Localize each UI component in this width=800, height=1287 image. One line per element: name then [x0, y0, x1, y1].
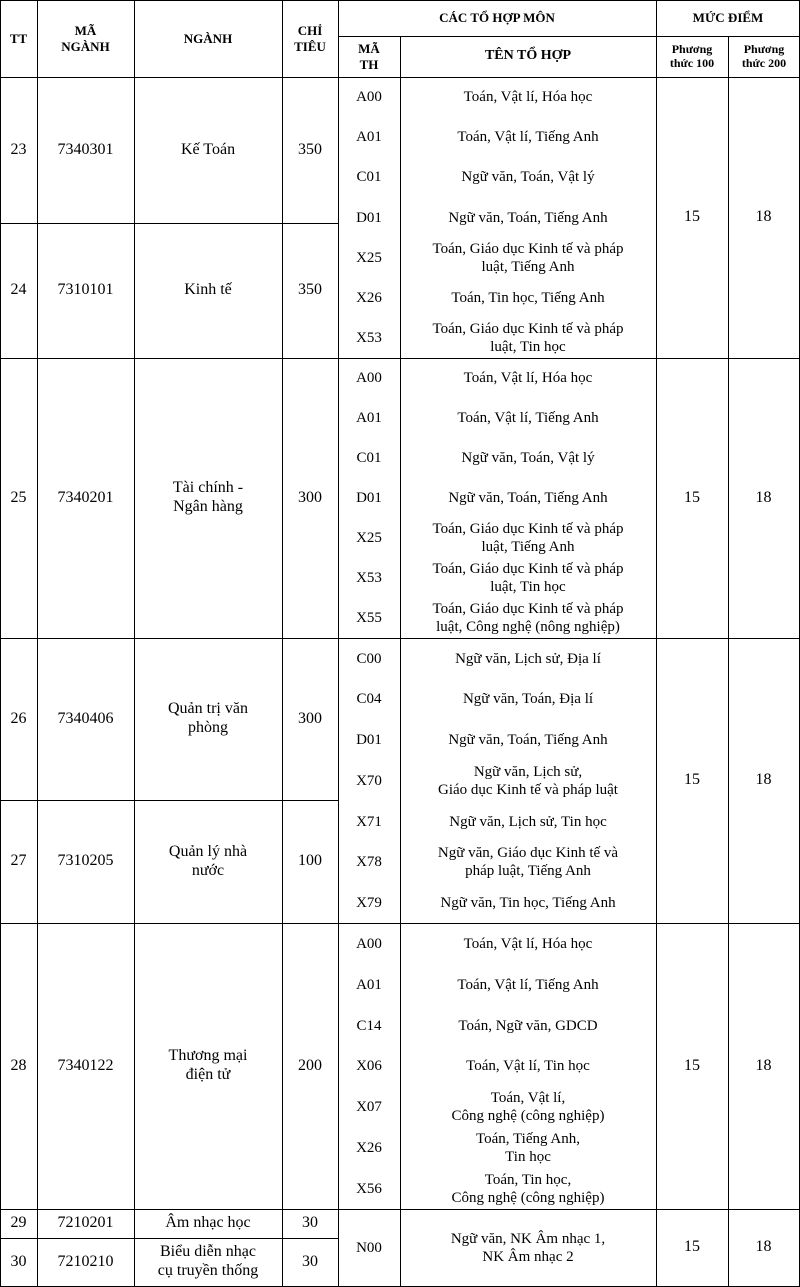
program-code: 7210210: [57, 1252, 114, 1270]
combo-code: X26: [356, 290, 382, 306]
program-code: 7310205: [57, 852, 114, 870]
header-nganh: NGÀNH: [183, 30, 233, 46]
combo-code: X53: [356, 330, 382, 346]
combo-name: Toán, Ngữ văn, GDCD: [458, 1017, 598, 1034]
score-pt200: 18: [755, 488, 772, 506]
combo-code: A01: [356, 976, 382, 993]
score-pt200: 18: [755, 208, 772, 226]
combo-name: Toán, Vật lí, Tin học: [466, 1058, 590, 1074]
combo-name: Ngữ văn, Tin học, Tiếng Anh: [440, 894, 616, 911]
combo-code: X56: [356, 1180, 382, 1197]
score-pt100: 15: [684, 1238, 700, 1256]
score-pt200: 18: [755, 1238, 772, 1256]
combo-name: Toán, Giáo dục Kinh tế và pháp luật, Tin học: [432, 561, 624, 595]
combo-code: C01: [356, 450, 382, 466]
combo-name: Ngữ văn, Toán, Vật lý: [461, 169, 595, 185]
program-tt: 26: [10, 709, 27, 727]
score-pt100: 15: [684, 1056, 700, 1074]
score-pt100: 15: [684, 208, 700, 226]
program-quota: 350: [298, 140, 322, 158]
header-pt200: Phương thức 200: [741, 42, 787, 70]
combo-name: Ngữ văn, Lịch sử, Tin học: [449, 813, 607, 830]
program-tt: 29: [10, 1214, 27, 1232]
combo-code: A01: [356, 410, 382, 426]
header-chi-tieu: CHỈ TIÊU: [294, 23, 326, 54]
combo-code: X06: [356, 1058, 382, 1074]
combo-code: D01: [356, 731, 382, 748]
program-code: 7340406: [57, 709, 114, 727]
combo-code: X25: [356, 530, 382, 546]
program-code: 7340122: [57, 1056, 114, 1074]
combo-name: Ngữ văn, Toán, Tiếng Anh: [448, 731, 608, 748]
combo-name: Toán, Vật lí, Hóa học: [463, 370, 593, 386]
combo-code: D01: [356, 209, 382, 226]
combo-name: Ngữ văn, Giáo dục Kinh tế và pháp luật, Tiếng Anh: [437, 845, 619, 879]
combo-name: Ngữ văn, Lịch sử, Giáo dục Kinh tế và pháp luật: [438, 763, 618, 798]
program-code: 7210201: [57, 1214, 114, 1232]
score-pt100: 15: [684, 488, 700, 506]
program-name: Kinh tế: [184, 281, 232, 299]
combo-name: Toán, Tiếng Anh, Tin học: [476, 1130, 580, 1165]
program-quota: 100: [298, 852, 322, 870]
header-cac-to-hop: CÁC TỔ HỢP MÔN: [439, 10, 555, 26]
combo-code: A00: [356, 89, 382, 105]
program-code: 7310101: [57, 281, 114, 299]
header-ma-nganh: MÃ NGÀNH: [61, 23, 110, 54]
program-name: Âm nhạc học: [165, 1214, 251, 1232]
program-name: Tài chính - Ngân hàng: [172, 479, 244, 515]
program-quota: 300: [298, 709, 322, 727]
header-ten-to-hop: TÊN TỔ HỢP: [484, 48, 572, 64]
program-tt: 27: [10, 852, 27, 870]
program-name: Kế Toán: [180, 140, 236, 158]
combo-name: Ngữ văn, Lịch sử, Địa lí: [455, 650, 601, 667]
header-pt100: Phương thức 100: [669, 42, 715, 70]
combo-code: C01: [356, 169, 382, 185]
combo-name: Toán, Vật lí, Tiếng Anh: [457, 976, 599, 993]
combo-name: Ngữ văn, Toán, Địa lí: [462, 691, 594, 707]
combo-code: D01: [356, 490, 382, 506]
combo-name: Toán, Vật lí, Công nghệ (công nghiệp): [451, 1089, 605, 1124]
program-quota: 200: [298, 1056, 322, 1074]
score-pt100: 15: [684, 771, 700, 789]
combo-code: A00: [356, 935, 382, 952]
program-quota: 300: [298, 488, 322, 506]
combo-name: Toán, Giáo dục Kinh tế và pháp luật, Tiếng Anh: [432, 241, 624, 275]
combo-name: Ngữ văn, Toán, Tiếng Anh: [448, 209, 608, 226]
header-tt: TT: [9, 30, 28, 46]
combo-name: Toán, Giáo dục Kinh tế và pháp luật, Công nghệ (nông nghiệp): [432, 601, 624, 635]
score-pt200: 18: [755, 771, 772, 789]
program-name: Biểu diễn nhạc cụ truyền thống: [157, 1243, 259, 1279]
program-tt: 30: [10, 1252, 27, 1270]
combo-name: Toán, Tin học, Tiếng Anh: [451, 290, 605, 306]
header-muc-diem: MỨC ĐIỂM: [692, 10, 764, 26]
combo-code: X25: [356, 250, 382, 266]
program-code: 7340201: [57, 488, 114, 506]
combo-code: X71: [356, 813, 382, 830]
combo-name: Toán, Vật lí, Tiếng Anh: [457, 129, 599, 145]
combo-code: A01: [356, 129, 382, 145]
combo-name: Toán, Giáo dục Kinh tế và pháp luật, Tin học: [432, 321, 624, 355]
combo-code: C14: [356, 1017, 382, 1034]
program-name: Thương mại điện tử: [168, 1047, 248, 1083]
program-tt: 25: [10, 488, 27, 506]
combo-name: Toán, Giáo dục Kinh tế và pháp luật, Tiếng Anh: [432, 521, 624, 555]
combo-code: C00: [356, 650, 382, 667]
combo-code: X53: [356, 570, 382, 586]
combo-code: N00: [356, 1239, 382, 1256]
combo-code: X26: [356, 1139, 382, 1156]
program-code: 7340301: [57, 140, 114, 158]
combo-name: Toán, Vật lí, Hóa học: [463, 89, 593, 105]
combo-name: Toán, Vật lí, Tiếng Anh: [457, 410, 599, 426]
combo-code: X55: [356, 610, 382, 626]
combo-code: X70: [356, 772, 382, 789]
combo-name: Ngữ văn, Toán, Tiếng Anh: [448, 490, 608, 506]
combo-name: Toán, Tin học, Công nghệ (công nghiệp): [451, 1171, 605, 1206]
combo-code: A00: [356, 370, 382, 386]
program-name: Quản trị văn phòng: [168, 700, 248, 736]
grid-line: [400, 36, 401, 1287]
program-tt: 28: [10, 1056, 27, 1074]
combo-code: C04: [356, 691, 382, 707]
header-ma-th: MÃ TH: [358, 41, 380, 72]
combo-name: Ngữ văn, Toán, Vật lý: [461, 450, 595, 466]
combo-code: X07: [356, 1098, 382, 1115]
score-pt200: 18: [755, 1056, 772, 1074]
program-tt: 24: [10, 281, 27, 299]
combo-code: X79: [356, 894, 382, 911]
program-quota: 350: [298, 281, 322, 299]
program-quota: 30: [302, 1252, 318, 1270]
combo-name: Ngữ văn, NK Âm nhạc 1, NK Âm nhạc 2: [450, 1230, 606, 1265]
combo-code: X78: [356, 854, 382, 870]
program-name: Quản lý nhà nước: [168, 842, 248, 879]
program-quota: 30: [302, 1214, 318, 1232]
combo-name: Toán, Vật lí, Hóa học: [463, 935, 593, 952]
program-tt: 23: [10, 140, 27, 158]
